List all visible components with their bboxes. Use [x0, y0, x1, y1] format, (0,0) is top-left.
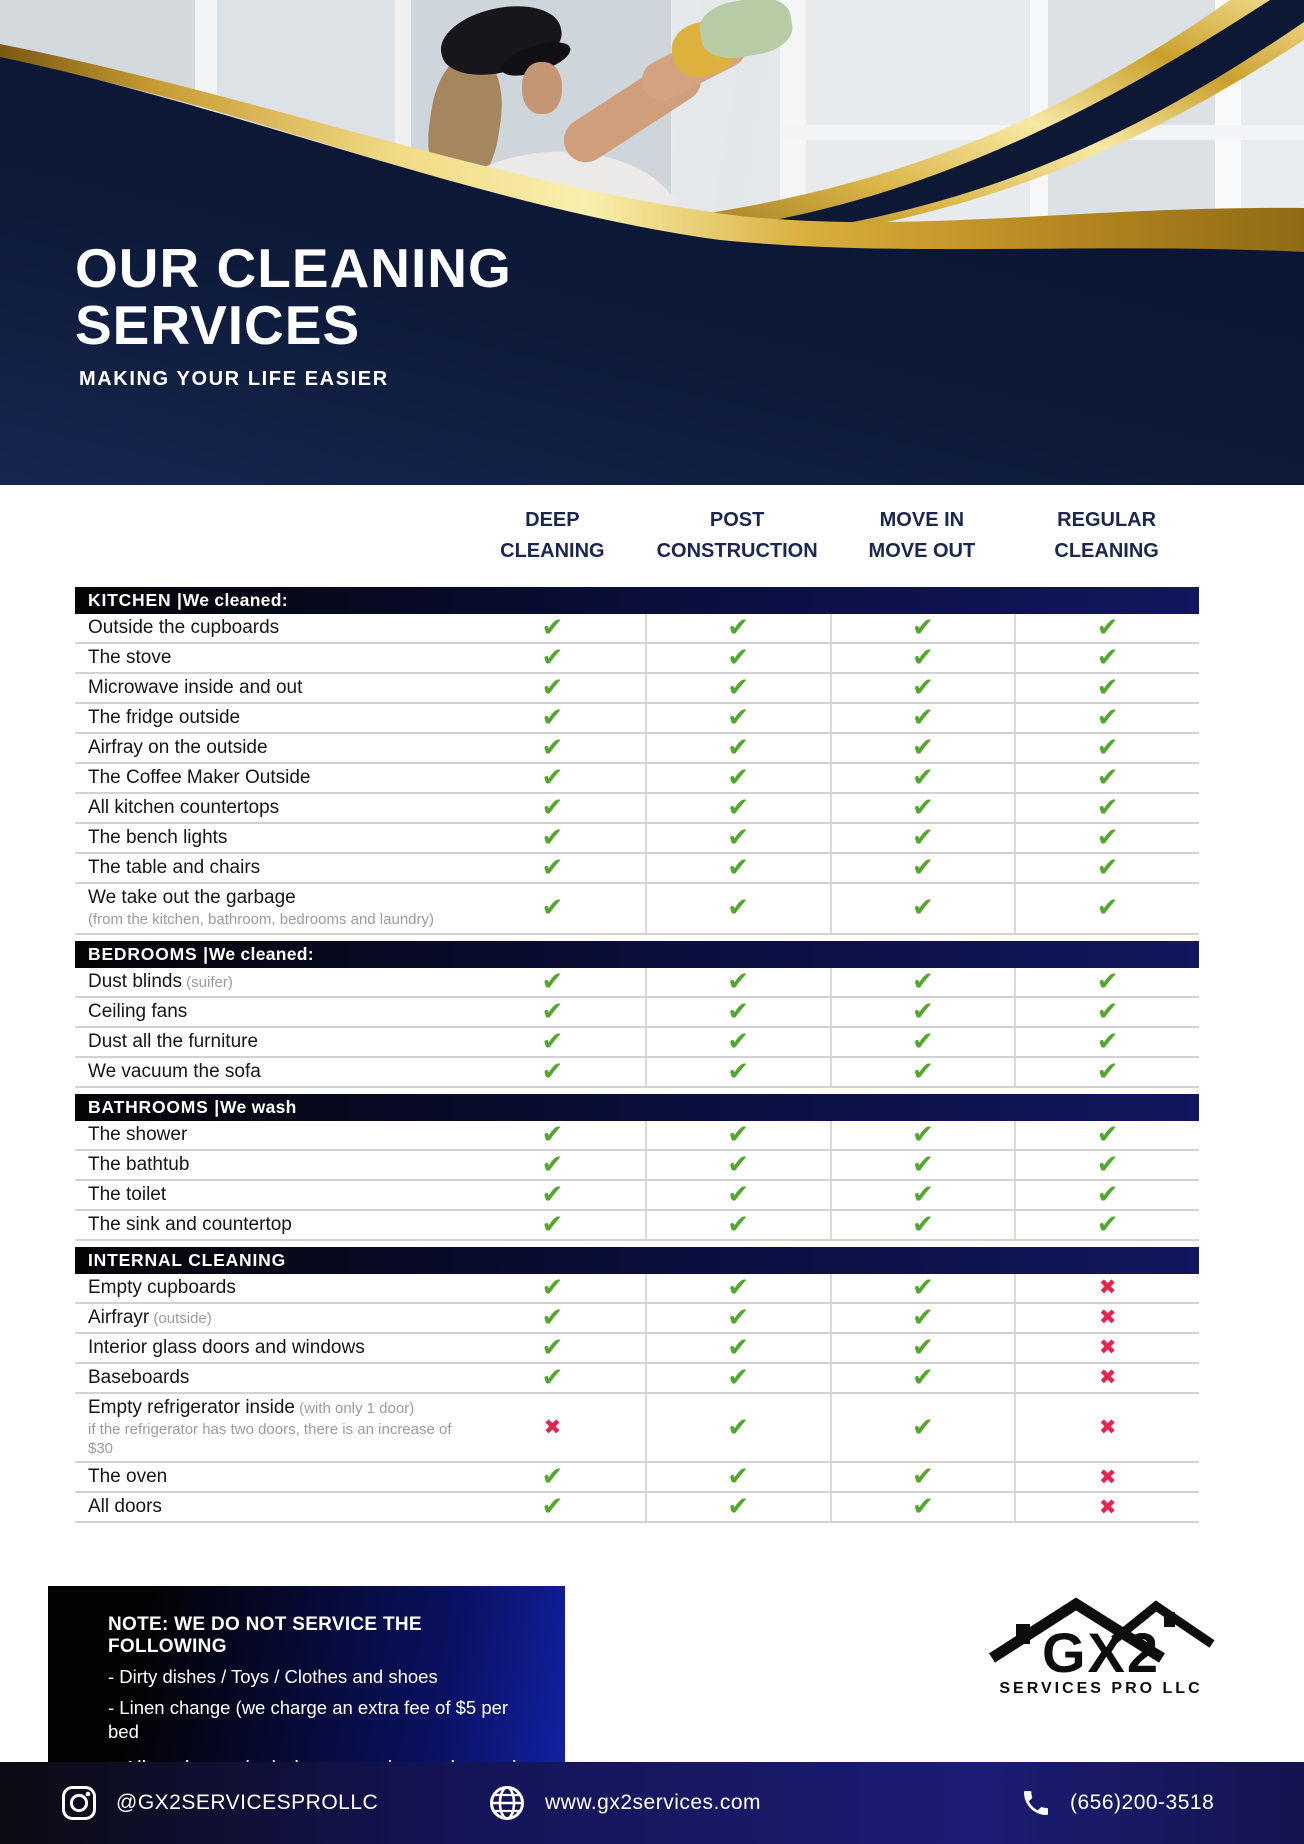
check-icon: ✔	[911, 763, 934, 793]
row-label: All kitchen countertops	[88, 797, 280, 818]
check-icon: ✔	[911, 1492, 934, 1523]
column-headers	[75, 485, 1199, 581]
row-label: The toilet	[88, 1183, 167, 1205]
section-header: INTERNAL CLEANING	[75, 1247, 1199, 1274]
section-header: KITCHEN | We cleaned:	[75, 587, 1199, 614]
check-icon: ✔	[541, 893, 564, 924]
cross-icon: ✖	[1098, 1275, 1117, 1300]
check-icon: ✔	[727, 1362, 750, 1393]
hero-section	[0, 0, 1304, 485]
check-icon: ✔	[727, 1026, 750, 1057]
check-icon: ✔	[541, 1332, 564, 1363]
table-row	[75, 1028, 1199, 1058]
check-icon: ✔	[541, 733, 564, 763]
phone-icon	[1020, 1787, 1052, 1819]
check-icon: ✔	[1096, 1179, 1119, 1210]
table-row	[75, 1274, 1199, 1304]
note-line: - Dirty dishes / Toys / Clothes and shoes	[108, 1666, 438, 1688]
check-icon: ✔	[911, 1272, 934, 1303]
check-icon: ✔	[1096, 613, 1119, 643]
table-row	[75, 1181, 1199, 1211]
table-row	[75, 1304, 1199, 1334]
table-row	[75, 1394, 1199, 1464]
check-icon: ✔	[1096, 1119, 1119, 1150]
table-row	[75, 704, 1199, 734]
check-icon: ✔	[911, 673, 934, 703]
check-icon: ✔	[911, 793, 934, 823]
check-icon: ✔	[541, 703, 564, 733]
table-row	[75, 794, 1199, 824]
row-label: Empty refrigerator inside (with only 1 door) if the refrigerator has two doors, there is an increase of $30	[88, 1396, 452, 1457]
row-label: The stove	[88, 647, 172, 668]
check-icon: ✔	[727, 793, 750, 823]
check-icon: ✔	[541, 1026, 564, 1057]
check-icon: ✔	[727, 673, 750, 703]
check-icon: ✔	[727, 733, 750, 763]
check-icon: ✔	[911, 613, 934, 643]
check-icon: ✔	[911, 853, 934, 883]
services-table-body	[75, 587, 1199, 1523]
column-header-move-in-move-out: MOVE IN MOVE OUT	[868, 509, 976, 562]
table-row	[75, 1058, 1199, 1088]
check-icon: ✔	[727, 1056, 750, 1087]
check-icon: ✔	[727, 1492, 750, 1523]
check-icon: ✔	[911, 1362, 934, 1393]
section-header: BATHROOMS | We wash	[75, 1094, 1199, 1121]
check-icon: ✔	[727, 1462, 750, 1493]
row-label: Baseboards	[88, 1366, 190, 1388]
row-label: The bench lights	[88, 827, 228, 848]
row-label: The fridge outside	[88, 707, 241, 728]
row-label: Airfrayr (outside)	[88, 1306, 212, 1328]
check-icon: ✔	[1096, 793, 1119, 823]
check-icon: ✔	[727, 1149, 750, 1180]
check-icon: ✔	[1096, 643, 1119, 673]
row-label: All doors	[88, 1496, 162, 1518]
table-row	[75, 734, 1199, 764]
check-icon: ✔	[541, 1119, 564, 1150]
note-line: - Linen change (we charge an extra fee of $5 per bed	[108, 1696, 509, 1742]
check-icon: ✔	[541, 1179, 564, 1210]
cross-icon: ✖	[543, 1415, 562, 1439]
row-label: Empty cupboards	[88, 1276, 236, 1298]
check-icon: ✔	[727, 1119, 750, 1150]
column-header-regular-cleaning: REGULAR CLEANING	[1054, 509, 1159, 562]
footer-bar	[0, 1762, 1304, 1844]
check-icon: ✔	[541, 1149, 564, 1180]
table-row	[75, 998, 1199, 1028]
row-label: The bathtub	[88, 1153, 190, 1175]
check-icon: ✔	[911, 643, 934, 673]
check-icon: ✔	[911, 1462, 934, 1493]
table-row	[75, 1463, 1199, 1493]
check-icon: ✔	[1096, 1209, 1119, 1240]
row-label: Interior glass doors and windows	[88, 1336, 365, 1358]
row-label: The shower	[88, 1123, 188, 1145]
table-row	[75, 884, 1199, 935]
table-row	[75, 1493, 1199, 1523]
table-row	[75, 854, 1199, 884]
check-icon: ✔	[911, 823, 934, 853]
cross-icon: ✖	[1098, 1415, 1117, 1439]
check-icon: ✔	[1096, 1056, 1119, 1087]
column-header-deep-cleaning: DEEP CLEANING	[500, 509, 605, 562]
check-icon: ✔	[727, 1412, 750, 1443]
check-icon: ✔	[727, 763, 750, 793]
check-icon: ✔	[911, 1026, 934, 1057]
check-icon: ✔	[911, 1056, 934, 1087]
row-label: We vacuum the sofa	[88, 1060, 261, 1082]
table-row	[75, 764, 1199, 794]
check-icon: ✔	[541, 1272, 564, 1303]
check-icon: ✔	[727, 853, 750, 883]
check-icon: ✔	[541, 1492, 564, 1523]
page-subtitle: MAKING YOUR LIFE EASIER	[79, 368, 389, 391]
check-icon: ✔	[727, 613, 750, 643]
check-icon: ✔	[1096, 1149, 1119, 1180]
row-label: Airfray on the outside	[88, 737, 268, 758]
check-icon: ✔	[727, 996, 750, 1027]
check-icon: ✔	[1096, 703, 1119, 733]
check-icon: ✔	[911, 1149, 934, 1180]
check-icon: ✔	[911, 733, 934, 763]
page-title: OUR CLEANING SERVICES	[75, 237, 512, 357]
row-label: The oven	[88, 1466, 168, 1488]
check-icon: ✔	[541, 1209, 564, 1240]
check-icon: ✔	[1096, 966, 1119, 997]
check-icon: ✔	[1096, 893, 1119, 924]
check-icon: ✔	[727, 823, 750, 853]
check-icon: ✔	[911, 893, 934, 924]
check-icon: ✔	[727, 703, 750, 733]
logo-tagline: SERVICES PRO LLC	[999, 1680, 1203, 1697]
check-icon: ✔	[1096, 673, 1119, 703]
note-heading: NOTE: WE DO NOT SERVICE THE FOLLOWING	[108, 1614, 422, 1658]
check-icon: ✔	[1096, 996, 1119, 1027]
table-row	[75, 1364, 1199, 1394]
check-icon: ✔	[1096, 763, 1119, 793]
check-icon: ✔	[911, 1412, 934, 1443]
gx2-logo	[986, 1592, 1216, 1696]
row-label: The sink and countertop	[88, 1213, 292, 1235]
row-label: Outside the cupboards	[88, 617, 280, 638]
row-label: The table and chairs	[88, 857, 261, 878]
phone-number[interactable]: (656)200-3518	[1020, 1762, 1214, 1844]
check-icon: ✔	[727, 1179, 750, 1210]
section-header: BEDROOMS | We cleaned:	[75, 941, 1199, 968]
instagram-icon	[60, 1784, 98, 1822]
table-row	[75, 1334, 1199, 1364]
row-label: Dust blinds (suifer)	[88, 970, 233, 992]
check-icon: ✔	[541, 996, 564, 1027]
table-row	[75, 1151, 1199, 1181]
check-icon: ✔	[911, 1302, 934, 1333]
check-icon: ✔	[727, 643, 750, 673]
column-header-post-construction: POST CONSTRUCTION	[656, 509, 818, 562]
row-label: We take out the garbage (from the kitchen, bathroom, bedrooms and laundry)	[88, 887, 435, 928]
check-icon: ✔	[911, 996, 934, 1027]
check-icon: ✔	[541, 643, 564, 673]
check-icon: ✔	[541, 673, 564, 703]
instagram-handle[interactable]: @GX2SERVICESPROLLC	[60, 1762, 378, 1844]
check-icon: ✔	[911, 1332, 934, 1363]
row-label: Microwave inside and out	[88, 677, 303, 698]
check-icon: ✔	[541, 1302, 564, 1333]
check-icon: ✔	[727, 1302, 750, 1333]
check-icon: ✔	[541, 763, 564, 793]
check-icon: ✔	[911, 1179, 934, 1210]
check-icon: ✔	[1096, 823, 1119, 853]
cross-icon: ✖	[1098, 1494, 1117, 1519]
cross-icon: ✖	[1098, 1464, 1117, 1489]
row-label: Ceiling fans	[88, 1000, 188, 1022]
check-icon: ✔	[727, 1272, 750, 1303]
table-row	[75, 644, 1199, 674]
check-icon: ✔	[1096, 853, 1119, 883]
cross-icon: ✖	[1098, 1365, 1117, 1390]
check-icon: ✔	[541, 1056, 564, 1087]
check-icon: ✔	[911, 1209, 934, 1240]
check-icon: ✔	[541, 793, 564, 823]
row-label: The Coffee Maker Outside	[88, 767, 311, 788]
check-icon: ✔	[541, 613, 564, 643]
check-icon: ✔	[727, 966, 750, 997]
services-table	[75, 485, 1199, 1523]
table-row	[75, 1121, 1199, 1151]
check-icon: ✔	[541, 853, 564, 883]
check-icon: ✔	[541, 966, 564, 997]
check-icon: ✔	[911, 966, 934, 997]
cross-icon: ✖	[1098, 1335, 1117, 1360]
globe-icon	[487, 1783, 527, 1823]
check-icon: ✔	[541, 1362, 564, 1393]
check-icon: ✔	[911, 1119, 934, 1150]
table-row	[75, 674, 1199, 704]
table-row	[75, 824, 1199, 854]
check-icon: ✔	[1096, 1026, 1119, 1057]
website-link[interactable]: www.gx2services.com	[487, 1762, 761, 1844]
table-row	[75, 968, 1199, 998]
check-icon: ✔	[727, 893, 750, 924]
table-row	[75, 614, 1199, 644]
check-icon: ✔	[911, 703, 934, 733]
check-icon: ✔	[1096, 733, 1119, 763]
cross-icon: ✖	[1098, 1305, 1117, 1330]
check-icon: ✔	[727, 1332, 750, 1363]
check-icon: ✔	[541, 823, 564, 853]
table-row	[75, 1211, 1199, 1241]
check-icon: ✔	[541, 1462, 564, 1493]
row-label: Dust all the furniture	[88, 1030, 259, 1052]
check-icon: ✔	[727, 1209, 750, 1240]
logo-name: GX2	[1041, 1621, 1161, 1685]
